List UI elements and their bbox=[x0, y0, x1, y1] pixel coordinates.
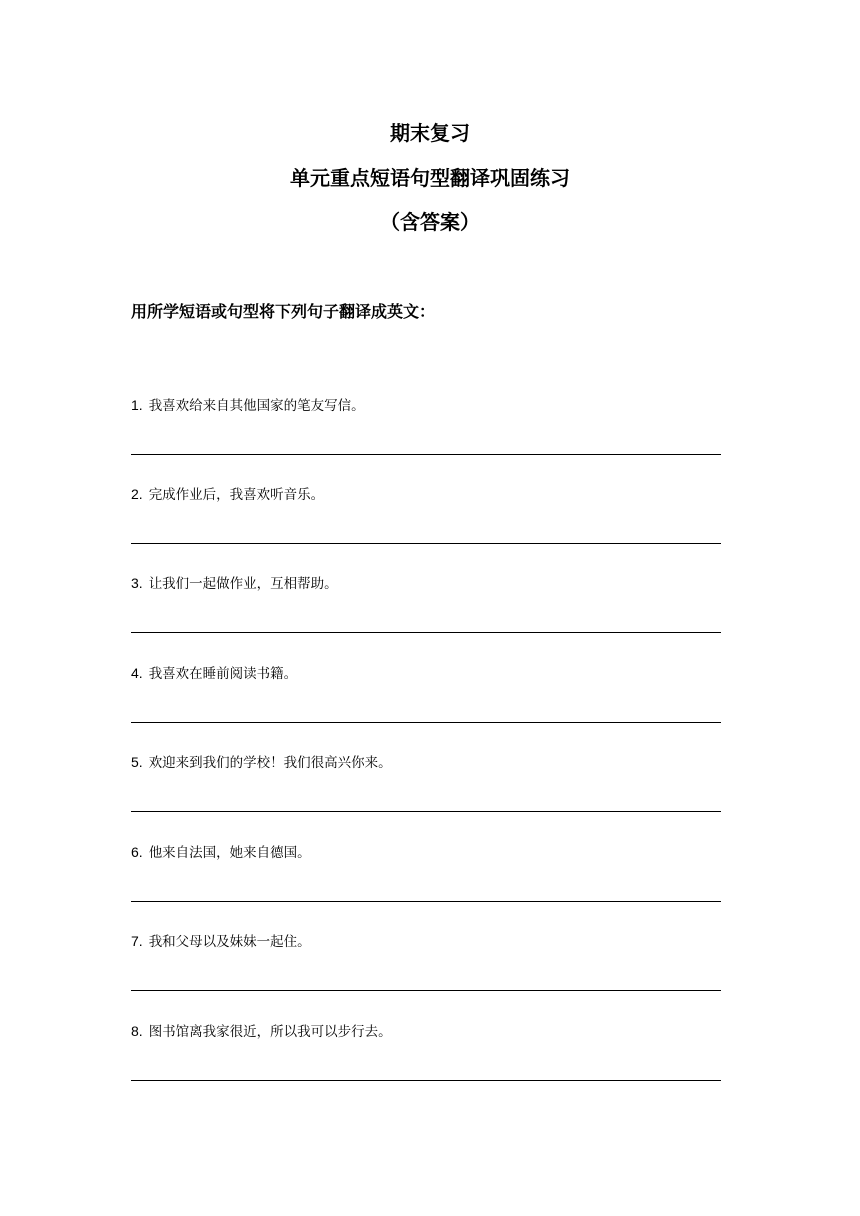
title-line-1: 期末复习 bbox=[390, 121, 470, 145]
question-text bbox=[131, 485, 324, 504]
question-number: 3. bbox=[131, 575, 143, 591]
question-number: 7. bbox=[131, 933, 143, 949]
question-sentence: 让我们一起做作业，互相帮助。 bbox=[148, 576, 338, 592]
question-item bbox=[131, 574, 721, 644]
question-item bbox=[131, 1022, 721, 1092]
question-item bbox=[131, 932, 721, 1002]
question-sentence: 完成作业后，我喜欢听音乐。 bbox=[148, 487, 325, 503]
title-line-3: （含答案） bbox=[380, 210, 480, 234]
question-item bbox=[131, 485, 721, 555]
answer-line[interactable] bbox=[131, 632, 721, 633]
question-text bbox=[131, 1022, 392, 1041]
question-text bbox=[131, 932, 311, 951]
question-number: 6. bbox=[131, 844, 143, 860]
answer-line[interactable] bbox=[131, 990, 721, 991]
question-number: 5. bbox=[131, 754, 143, 770]
question-text bbox=[131, 664, 297, 683]
title-line-2: 单元重点短语句型翻译巩固练习 bbox=[290, 166, 570, 190]
question-text bbox=[131, 574, 338, 593]
question-sentence: 我和父母以及妹妹一起住。 bbox=[148, 934, 311, 950]
question-number: 4. bbox=[131, 665, 143, 681]
question-number: 1. bbox=[131, 397, 143, 413]
question-sentence: 我喜欢给来自其他国家的笔友写信。 bbox=[148, 398, 365, 414]
question-text bbox=[131, 396, 365, 415]
answer-line[interactable] bbox=[131, 543, 721, 544]
answer-line[interactable] bbox=[131, 901, 721, 902]
answer-line[interactable] bbox=[131, 1080, 721, 1081]
question-number: 8. bbox=[131, 1023, 143, 1039]
answer-line[interactable] bbox=[131, 454, 721, 455]
question-item bbox=[131, 396, 721, 466]
question-sentence: 我喜欢在睡前阅读书籍。 bbox=[148, 666, 298, 682]
question-item bbox=[131, 664, 721, 734]
question-sentence: 图书馆离我家很近，所以我可以步行去。 bbox=[148, 1024, 392, 1040]
instruction-text: 用所学短语或句型将下列句子翻译成英文： bbox=[131, 302, 436, 321]
question-text bbox=[131, 753, 392, 772]
question-item bbox=[131, 843, 721, 913]
question-text bbox=[131, 843, 311, 862]
answer-line[interactable] bbox=[131, 811, 721, 812]
question-sentence: 他来自法国，她来自德国。 bbox=[148, 845, 311, 861]
question-number: 2. bbox=[131, 486, 143, 502]
question-item bbox=[131, 753, 721, 823]
question-sentence: 欢迎来到我们的学校！我们很高兴你来。 bbox=[148, 755, 392, 771]
answer-line[interactable] bbox=[131, 722, 721, 723]
